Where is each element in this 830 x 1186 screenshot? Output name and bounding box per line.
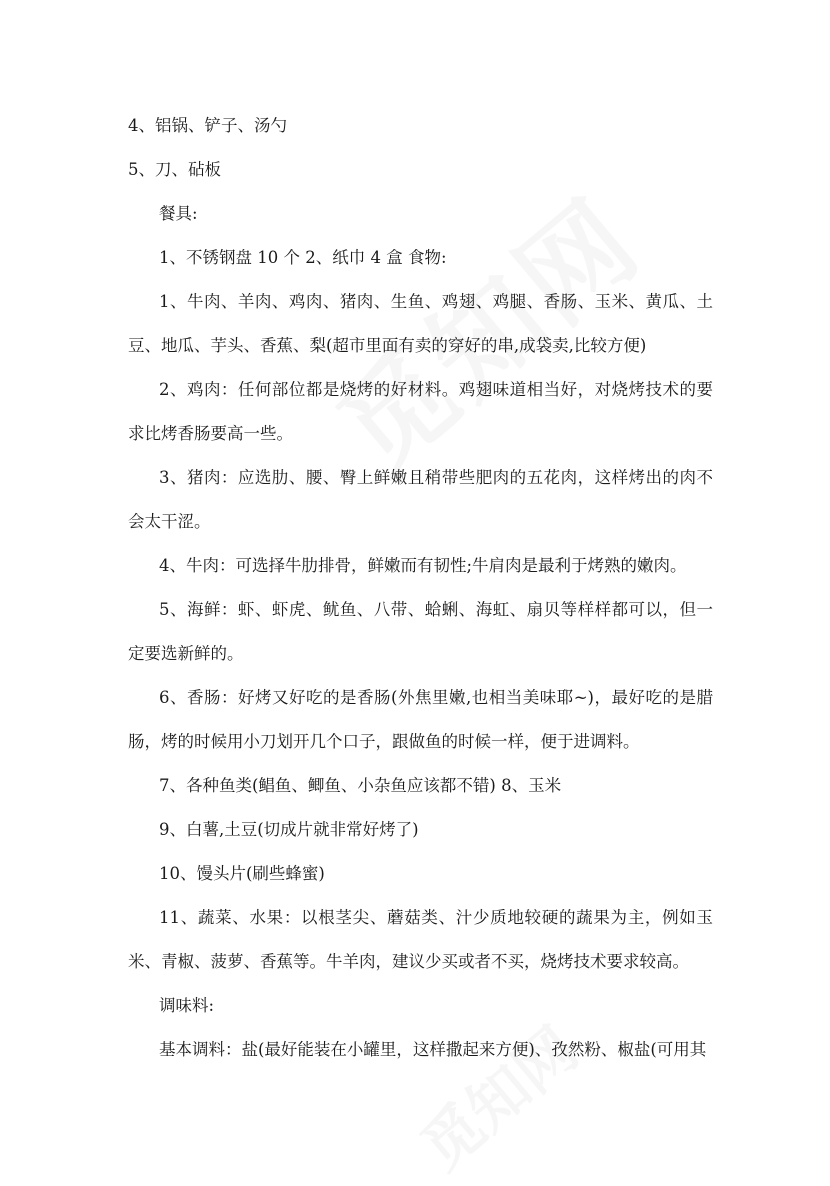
- food-item-11: 11、蔬菜、水果：以根茎尖、蘑菇类、汁少质地较硬的蔬果为主，例如玉米、青椒、菠萝、香蕉等。牛羊肉，建议少买或者不买，烧烤技术要求较高。: [128, 908, 713, 971]
- food-item-2: 2、鸡肉：任何部位都是烧烤的好材料。鸡翅味道相当好，对烧烤技术的要求比烤香肠要高一些。: [128, 380, 713, 443]
- food-item-9: 9、白薯,土豆(切成片就非常好烤了): [159, 820, 419, 839]
- food-item-1: 1、牛肉、羊肉、鸡肉、猪肉、生鱼、鸡翅、鸡腿、香肠、玉米、黄瓜、土豆、地瓜、芋头、香蕉、梨(超市里面有卖的穿好的串,成袋卖,比较方便): [128, 292, 713, 355]
- food-item-3: 3、猪肉：应选肋、腰、臀上鲜嫩且稍带些肥肉的五花肉，这样烤出的肉不会太干涩。: [128, 468, 713, 531]
- seasoning-basic: 基本调料：盐(最好能装在小罐里，这样撒起来方便)、孜然粉、椒盐(可用其: [159, 1040, 707, 1059]
- tableware-heading: 餐具:: [159, 204, 198, 223]
- food-item-7-8: 7、各种鱼类(鲳鱼、鲫鱼、小杂鱼应该都不错) 8、玉米: [159, 776, 562, 795]
- food-item-10: 10、馒头片(刷些蜂蜜): [159, 864, 325, 883]
- food-item-6: 6、香肠：好烤又好吃的是香肠(外焦里嫩,也相当美味耶~)，最好吃的是腊肠，烤的时候用小刀划开几个口子，跟做鱼的时候一样，便于进调料。: [128, 688, 713, 751]
- seasoning-heading: 调味料:: [159, 996, 215, 1015]
- tool-item-5: 5、刀、砧板: [128, 160, 221, 179]
- food-item-4: 4、牛肉：可选择牛肋排骨，鲜嫩而有韧性;牛肩肉是最利于烤熟的嫩肉。: [159, 556, 687, 575]
- tool-item-4: 4、铝锅、铲子、汤勺: [128, 116, 287, 135]
- food-item-5: 5、海鲜：虾、虾虎、鱿鱼、八带、蛤蜊、海虹、扇贝等样样都可以，但一定要选新鲜的。: [128, 600, 713, 663]
- document-body: [128, 104, 713, 1072]
- tableware-items: 1、不锈钢盘 10 个 2、纸巾 4 盒 食物:: [159, 248, 447, 267]
